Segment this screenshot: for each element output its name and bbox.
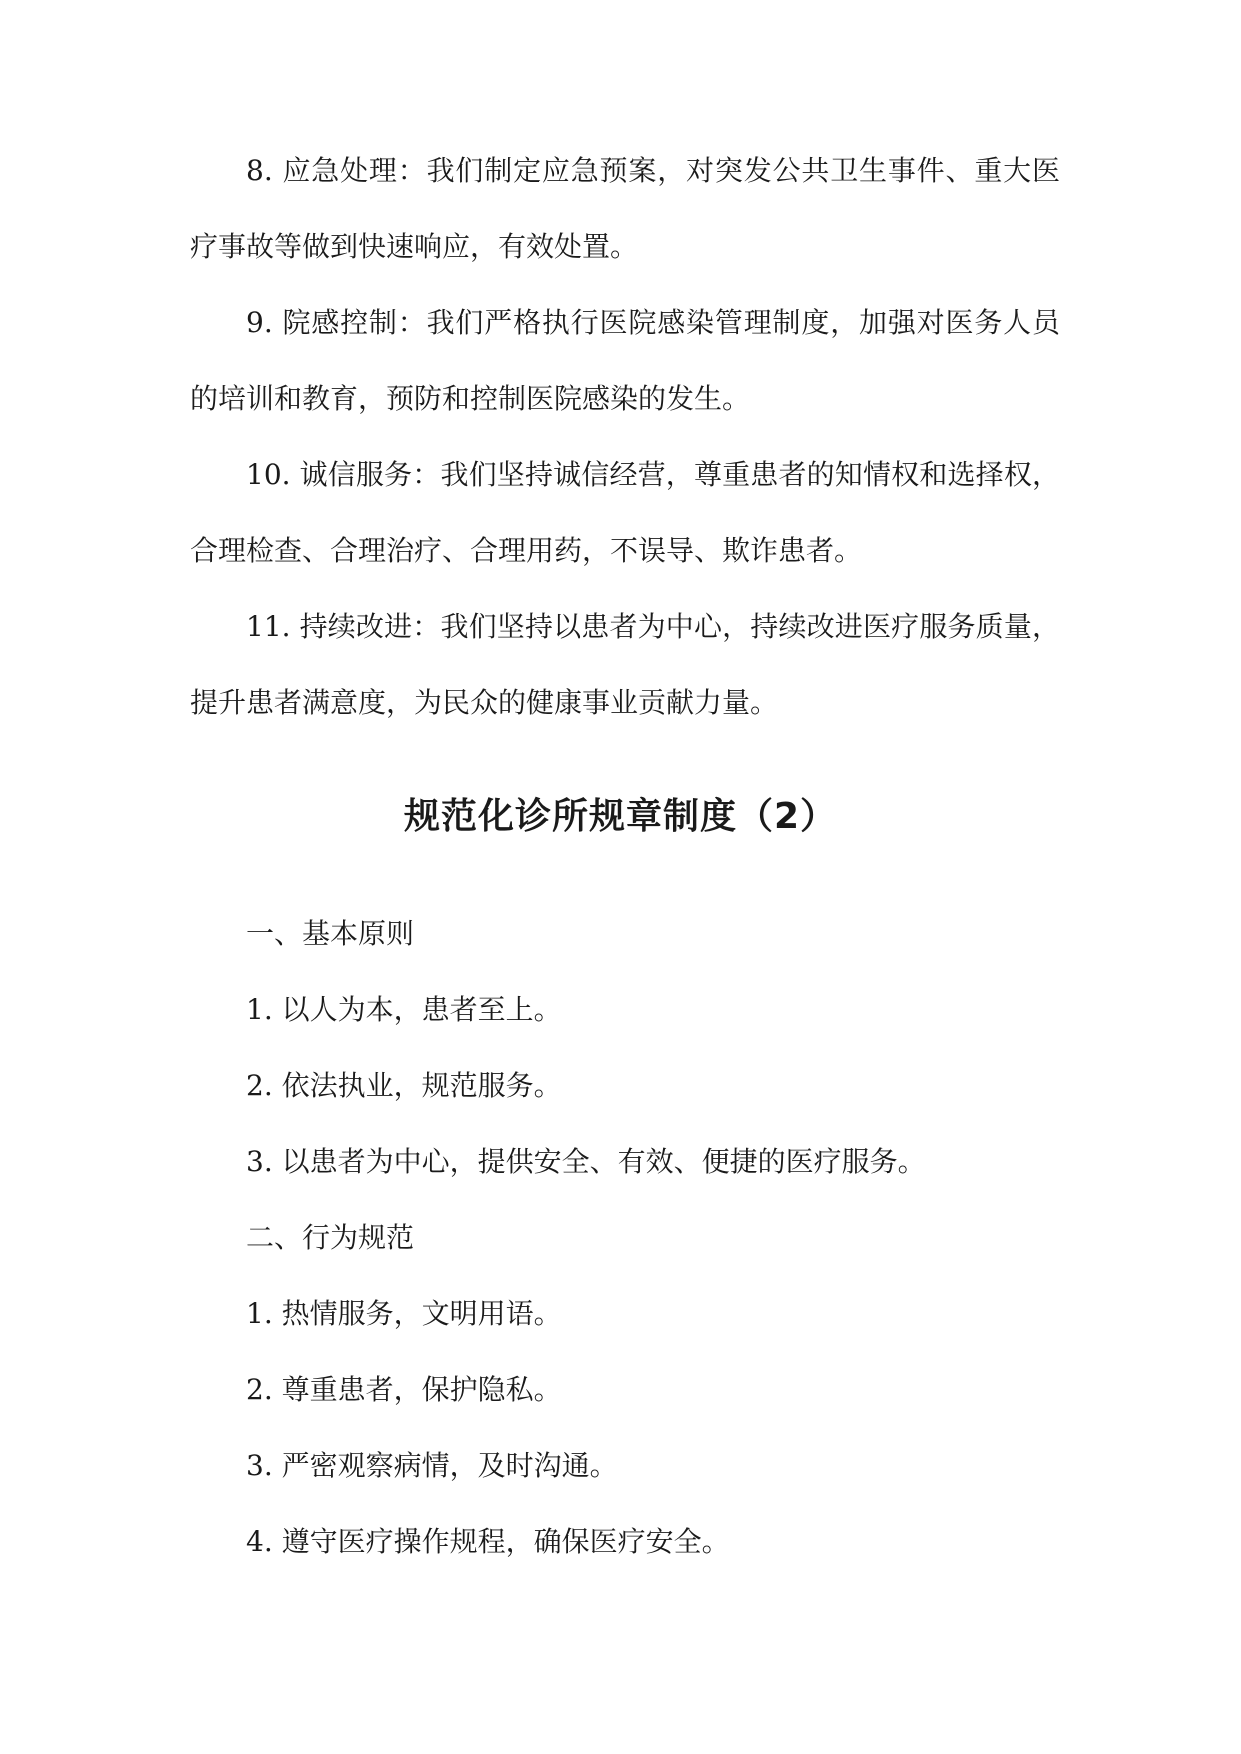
paragraph-text: 9. 院感控制：我们严格执行医院感染管理制度，加强对医务人员的培训和教育，预防和控制医院感染的发生。	[190, 306, 1060, 415]
section-title: 规范化诊所规章制度（2）	[403, 796, 838, 837]
list-item: 3. 以患者为中心，提供安全、有效、便捷的医疗服务。	[246, 1145, 926, 1178]
paragraph-item-9	[190, 285, 1060, 437]
list-item: 2. 尊重患者，保护隐私。	[246, 1373, 562, 1406]
list-item: 4. 遵守医疗操作规程，确保医疗安全。	[246, 1525, 730, 1558]
paragraph-text: 11. 持续改进：我们坚持以患者为中心，持续改进医疗服务质量，提升患者满意度，为民众的健康事业贡献力量。	[190, 610, 1060, 719]
paragraph-item-8	[190, 133, 1060, 285]
list-item: 3. 严密观察病情，及时沟通。	[246, 1449, 618, 1482]
list-item: 1. 以人为本，患者至上。	[246, 993, 562, 1026]
list-item: 1. 热情服务，文明用语。	[246, 1297, 562, 1330]
section-heading-conduct-norms: 二、行为规范	[246, 1221, 415, 1254]
paragraph-text: 8. 应急处理：我们制定应急预案，对突发公共卫生事件、重大医疗事故等做到快速响应，有效处置。	[190, 154, 1060, 263]
paragraph-text: 10. 诚信服务：我们坚持诚信经营，尊重患者的知情权和选择权，合理检查、合理治疗、合理用药，不误导、欺诈患者。	[190, 458, 1060, 567]
list-item: 2. 依法执业，规范服务。	[246, 1069, 562, 1102]
section-heading-basic-principles: 一、基本原则	[246, 917, 415, 950]
paragraph-item-11	[190, 589, 1060, 741]
paragraph-item-10	[190, 437, 1060, 589]
